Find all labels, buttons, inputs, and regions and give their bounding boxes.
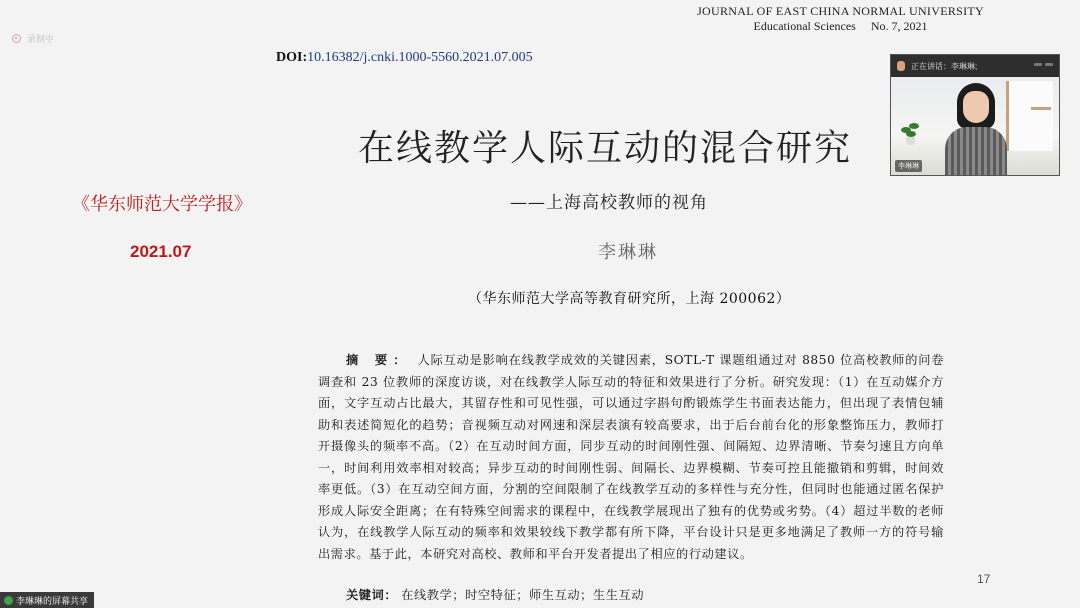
journal-section: Educational Sciences [753, 19, 856, 33]
speaker-person [941, 83, 1013, 175]
journal-name: JOURNAL OF EAST CHINA NORMAL UNIVERSITY [697, 4, 984, 18]
speaker-avatar-icon [897, 61, 905, 71]
window-controls-icon[interactable] [1034, 63, 1053, 66]
recording-icon [12, 34, 21, 43]
abstract-label: 摘 要： [346, 353, 412, 367]
side-journal-name: 《华东师范大学学报》 [72, 194, 252, 214]
journal-issue: No. 7, 2021 [870, 19, 928, 33]
side-date: 2021.07 [130, 242, 192, 261]
journal-header [697, 4, 984, 34]
background-shelf [1031, 107, 1051, 110]
abstract-text: 人际互动是影响在线教学成效的关键因素，SOTL-T 课题组通过对 8850 位高校教师的问卷调查和 23 位教师的深度访谈，对在线教学人际互动的特征和效果进行了分析。研究发现：（1）在互动媒介方面，文字互动占比最大，其留存性和可见性强，可以通过字斟句酌锻炼学生书面表达能力，但出现了表情包辅助和表述简短化的趋势；音视频互动对网速和深层表演有较高要求，出于后台前台化的形象整饰压力，教师打开摄像头的频率不高。（2）在互动时间方面，同步互动的时间刚性强、间隔短、边界清晰、节奏匀速且方向单一，时间利用效率相对较高；异步互动的时间刚性弱、间隔长、边界模糊、节奏可控且能撤销和剪辑，时间效率更低。（3）在互动空间方面，分割的空间限制了在线教学互动的多样性与充分性，但同时也能通过匿名保护形成人际安全距离；在有特殊空间需求的课程中，在线教学展现出了独有的优势或劣势。（4）超过半数的老师认为，在线教学人际互动的频率和效果较线下教学都有所下降，平台设计只是更多地满足了教师一方的符号输出需求。基于此，本研究对高校、教师和平台开发者提出了相应的行动建议。 [318, 353, 944, 561]
plant-icon [901, 123, 919, 145]
paper-author: 李琳琳 [598, 242, 658, 263]
paper-affiliation: （华东师范大学高等教育研究所，上海 200062） [468, 291, 791, 307]
paper-abstract [318, 350, 944, 565]
doi-label: DOI: [276, 50, 308, 65]
keywords-text: 在线教学；时空特征；师生互动；生生互动 [401, 588, 645, 602]
screen-share-icon [4, 596, 13, 605]
journal-issue-line [697, 19, 984, 34]
speaker-video-window[interactable] [890, 54, 1060, 176]
speaker-status-bar [891, 55, 1059, 77]
paper-subtitle: ——上海高校教师的视角 [510, 193, 708, 213]
speaker-video-feed [891, 77, 1059, 175]
paper-title: 在线教学人际互动的混合研究 [358, 128, 853, 169]
screen-share-text: 李琳琳的屏幕共享 [16, 595, 89, 606]
speaker-name-tag: 李琳琳 [895, 160, 922, 172]
background-window [1006, 81, 1053, 151]
recording-indicator [12, 32, 54, 45]
recording-text: 录制中 [27, 34, 55, 44]
speaker-status-text: 正在讲话：李琳琳; [911, 61, 978, 71]
paper-keywords [346, 586, 644, 603]
doi-line [276, 50, 533, 66]
page-number: 17 [977, 572, 991, 586]
doi-value: 10.16382/j.cnki.1000-5560.2021.07.005 [307, 50, 533, 65]
screen-share-badge[interactable] [0, 592, 94, 608]
keywords-label: 关键词： [346, 588, 398, 602]
